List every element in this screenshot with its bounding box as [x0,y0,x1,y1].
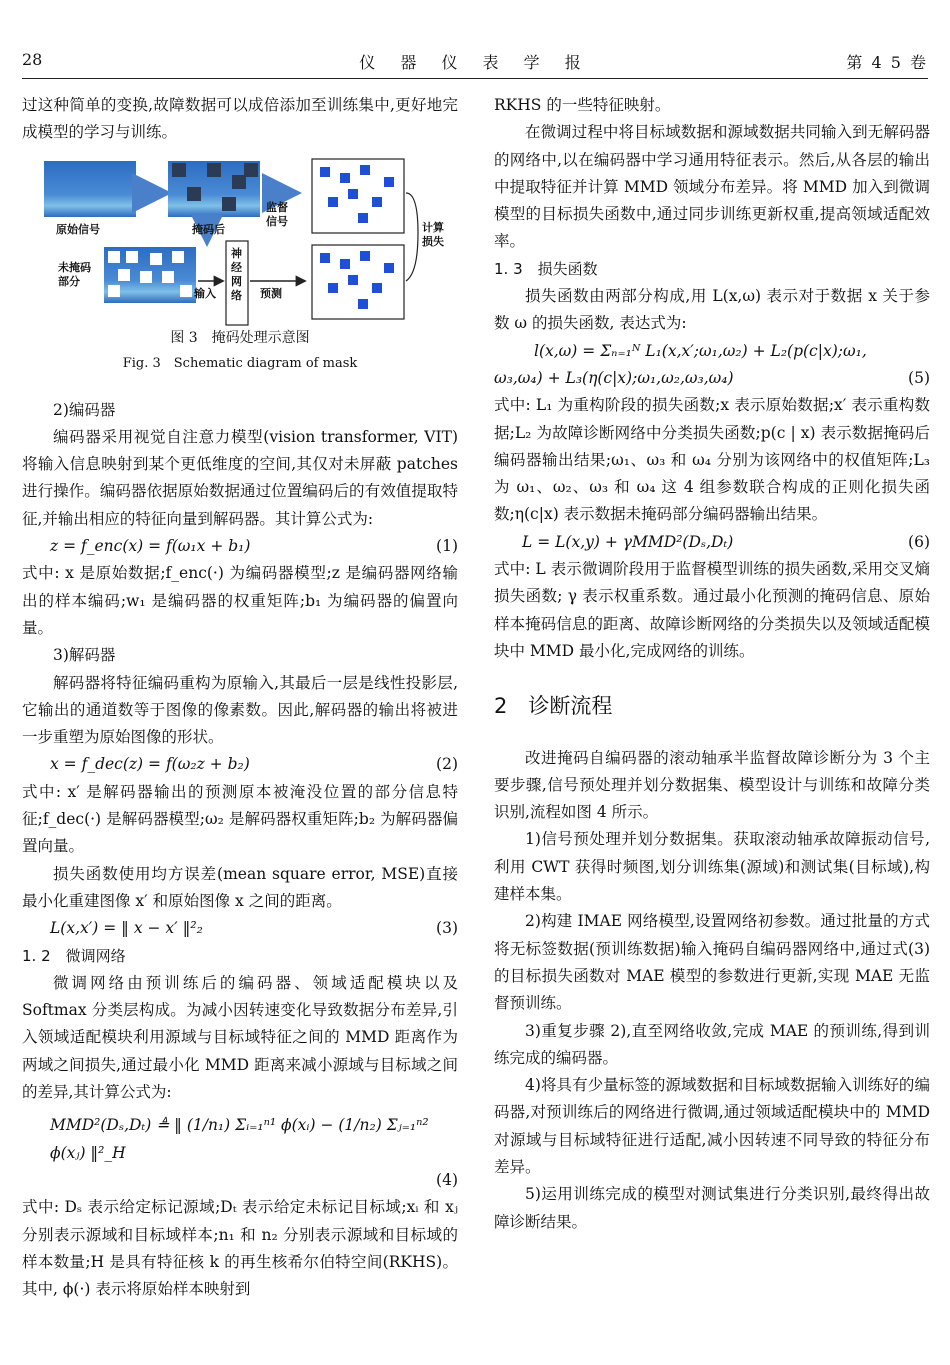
step-3: 3)重复步骤 2),直至网络收敛,完成 MAE 的预训练,得到训练完成的编码器。 [494,1021,930,1067]
loss-paragraph: 损失函数使用均方误差(mean square error, MSE)直接最小化重建图像 x′ 和原始图像 x 之间的距离。 [22,864,458,910]
equation-2: x = f_dec(z) = f(ω₂z + b₂) (2) [50,755,458,774]
original-signal-image [44,161,136,217]
label-supervise: 监督信号 [266,200,288,228]
equation-4: MMD²(Dₛ,Dₜ) ≜ ‖ (1/n₁) Σᵢ₌₁ⁿ¹ ϕ(xᵢ) − (1/n₂) Σⱼ₌₁ⁿ² ϕ(xⱼ) ‖²_H [50,1116,429,1162]
decoder-title: 3)解码器 [53,646,116,665]
intro-paragraph: 过这种简单的变换,故障数据可以成倍添加至训练集中,更好地完成模型的学习与训练。 [22,96,458,142]
step-5: 5)运用训练完成的模型对测试集进行分类识别,最终得出故障诊断结果。 [494,1185,930,1231]
equation-3: L(x,x′) = ‖ x − x′ ‖²₂ (3) [50,919,458,938]
left-column [22,92,458,1303]
equation-5-line2: ω₃,ω₄) + L₃(η(c|x);ω₁,ω₂,ω₃,ω₄) (5) [494,368,930,387]
finetune-paragraph: 微调网络由预训练后的编码器、领域适配模块以及 Softmax 分类层构成。为减小因转速变化导致数据分布差异,引入领域适配模块利用源域与目标域特征之间的 MMD 距离作为两域之间损失,通过最小化 MMD 距离来减小源域与目标域之间的差异,其计算公式为: [22,973,458,1102]
equation-4-number: (4) [436,1170,458,1189]
figure-caption-en: Fig. 3 Schematic diagram of mask [122,355,358,371]
right-column [494,92,930,1236]
label-unmasked-part: 未掩码部分 [58,260,91,288]
equation-1-description: 式中: x 是原始数据;f_enc(·) 为编码器模型;z 是编码器网络输出的样本编码;w₁ 是编码器的权重矩阵;b₁ 为编码器的偏置向量。 [22,564,458,637]
section-1-3-title: 1. 3 损失函数 [494,259,598,278]
equation-6: L = L(x,y) + γMMD²(Dₛ,Dₜ) (6) [522,532,930,551]
figure-3 [22,153,458,377]
label-input: 输入 [194,286,216,300]
encoder-title: 2)编码器 [53,400,116,419]
step-4: 4)将具有少量标签的源域数据和目标域数据输入训练好的编码器,对预训练后的网络进行微调,通过领域适配模块中的 MMD 对源域与目标域特征进行适配,减小因转速不同导致的特征分布差异。 [494,1076,930,1176]
page-number: 28 [22,50,43,69]
equation-1: z = f_enc(x) = f(ω₁x + b₁) (1) [50,537,458,556]
section-2-title: 2 诊断流程 [494,694,613,719]
volume-label: 第 4 5 卷 [846,53,928,72]
label-compute-loss: 计算损失 [422,220,444,248]
decoder-paragraph: 解码器将特征编码重构为原输入,其最后一层是线性投影层,它输出的通道数等于图像的像素数。因此,解码器的输出将被进一步重塑为原始图像的形状。 [22,673,458,747]
label-original-signal: 原始信号 [56,222,100,236]
label-network: 神经网络 [231,246,242,302]
equation-6-description: 式中: L 表示微调阶段用于监督模型训练的损失函数,采用交叉熵损失函数; γ 表示权重系数。通过最小化预测的掩码信息、原始样本掩码信息的距离、故障诊断网络的分类损失以及领域适配模块中 MMD 最小化,完成网络的训练。 [494,560,930,660]
step-2: 2)构建 IMAE 网络模型,设置网络初参数。通过批量的方式将无标签数据(预训练数据)输入掩码自编码器网络中,通过式(3)的目标损失函数对 MAE 模型的参数进行更新,实现 MAE 无监督预训练。 [494,912,930,1013]
encoder-paragraph: 编码器采用视觉自注意力模型(vision transformer, VIT)将输入信息映射到某个更低维度的空间,其仅对未屏蔽 patches 进行操作。编码器依据原始数据通过位置编码后的有效值提取特征,并输出相应的特征向量到解码器。其计算公式为: [22,427,458,528]
equation-5-line1: l(x,ω) = Σₙ₌₁ᴺ L₁(x,x′;ω₁,ω₂) + L₂(p(c|x);ω₁, [534,341,867,360]
loss-definition-paragraph: 损失函数由两部分构成,用 L(x,ω) 表示对于数据 x 关于参数 ω 的损失函数, 表达式为: [494,287,930,333]
label-predict: 预测 [260,286,282,300]
equation-2-description: 式中: x′ 是解码器输出的预测原本被淹没位置的部分信息特征;f_dec(·) 是解码器模型;ω₂ 是解码器权重矩阵;b₂ 为解码器偏置向量。 [22,782,458,856]
equation-4-description: 式中: Dₛ 表示给定标记源域;Dₜ 表示给定未标记目标域;xᵢ 和 xⱼ 分别表示源域和目标域样本;n₁ 和 n₂ 分别表示源域和目标域的样本数量;H 是具有特征核 k 的再生核希尔伯特空间(RKHS)。其中, ϕ(·) 表示将原始样本映射到 [22,1198,458,1299]
equation-5-description: 式中: L₁ 为重构阶段的损失函数;x 表示原始数据;x′ 表示重构数据;L₂ 为故障诊断网络中分类损失函数;p(c | x) 表示数据掩码后编码器输出结果;ω₁、ω₃ 和 ω₄ 分别为该网络中的权值矩阵;L₃ 为 ω₁、ω₂、ω₃ 和 ω₄ 这 4 组参数联合构成的正则化损失函数;η(c|x) 表示数据未掩码部分编码器输出结果。 [494,396,930,524]
label-masked: 掩码后 [192,222,225,236]
rkhs-continuation: RKHS 的一些特征映射。 [494,96,671,114]
finetune-process-paragraph: 在微调过程中将目标域数据和源域数据共同输入到无解码器的网络中,以在编码器中学习通用特征表示。然后,从各层的输出中提取特征并计算 MMD 领域分布差异。将 MMD 加入到微调模型的目标损失函数中,通过同步训练更新权重,提高领域适配效率。 [494,123,930,251]
step-1: 1)信号预处理并划分数据集。获取滚动轴承故障振动信号,利用 CWT 获得时频图,划分训练集(源域)和测试集(目标域),构建样本集。 [494,830,930,904]
figure-caption-cn: 图 3 掩码处理示意图 [170,329,310,346]
section-1-2-title: 1. 2 微调网络 [22,946,126,965]
journal-name: 仪 器 仪 表 学 报 [359,53,591,72]
running-header [22,50,928,79]
diagnosis-flow-paragraph: 改进掩码自编码器的滚动轴承半监督故障诊断分为 3 个主要步骤,信号预处理并划分数据集、模型设计与训练和故障分类识别,流程如图 4 所示。 [494,748,930,822]
